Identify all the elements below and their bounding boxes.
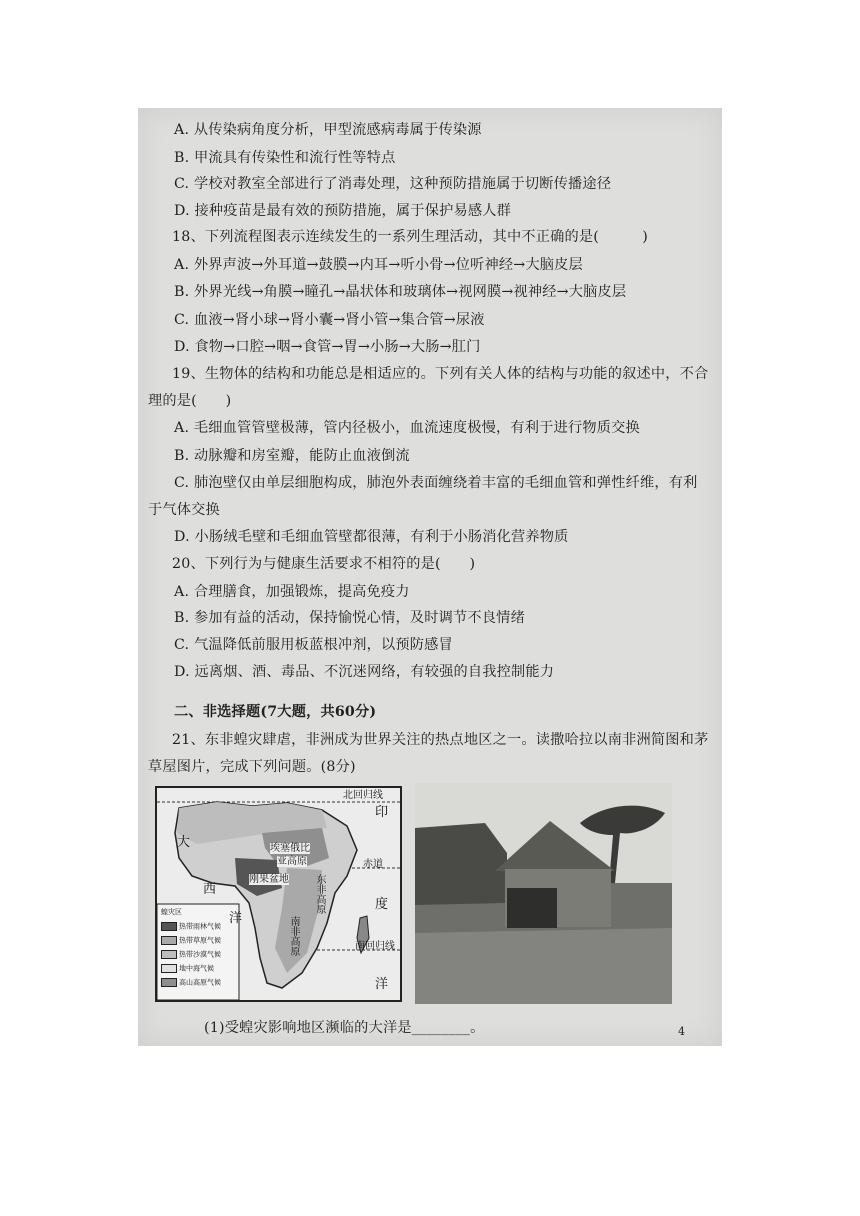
q20-option-d: D. 远离烟、酒、毒品、不沉迷网络，有较强的自我控制能力 (174, 664, 555, 680)
q17-option-a: A. 从传染病角度分析，甲型流感病毒属于传染源 (174, 122, 482, 138)
q18-option-b: B. 外界光线→角膜→瞳孔→晶状体和玻璃体→视网膜→视神经→大脑皮层 (174, 284, 627, 300)
equator-label: 赤道 (363, 859, 383, 870)
atlantic-label-3: 洋 (229, 911, 243, 926)
section-heading: 二、非选择题(7大题，共60分) (174, 704, 377, 720)
scanned-exam-page (138, 108, 722, 1046)
page-number: 4 (678, 1025, 686, 1038)
question-21-part-1: (1)受蝗灾影响地区濒临的大洋是________。 (204, 1020, 485, 1036)
legend-item-highland: 高山高原气候 (161, 978, 221, 988)
thatched-hut-photo (415, 783, 672, 1004)
north-tropic-label: 北回归线 (343, 790, 383, 801)
atlantic-label-2: 西 (203, 882, 217, 897)
legend-item-desert: 热带沙漠气候 (161, 950, 221, 960)
q17-option-c: C. 学校对教室全部进行了消毒处理，这种预防措施属于切断传播途径 (174, 176, 612, 192)
question-21: 21、东非蝗灾肆虐，非洲成为世界关注的热点地区之一。读撒哈拉以南非洲简图和茅 (172, 732, 709, 748)
q19-option-b: B. 动脉瓣和房室瓣，能防止血液倒流 (174, 448, 410, 464)
q19-option-c-cont: 于气体交换 (148, 502, 220, 518)
south-tropic-label: 南回归线 (355, 941, 395, 952)
south-africa-plateau-label: 南非高原 (288, 916, 299, 956)
q19-option-a: A. 毛细血管管壁极薄，管内径极小，血流速度极慢，有利于进行物质交换 (174, 420, 640, 436)
q20-option-b: B. 参加有益的活动，保持愉悦心情，及时调节不良情绪 (174, 610, 525, 626)
congo-basin-label: 刚果盆地 (249, 874, 289, 885)
legend-item-savanna: 热带草原气候 (161, 936, 221, 946)
atlantic-label-1: 大 (177, 835, 191, 850)
legend-item-locust: 蝗灾区 (161, 908, 182, 916)
question-21-cont: 草屋图片，完成下列问题。(8分) (148, 759, 356, 775)
q20-option-a: A. 合理膳食，加强锻炼，提高免疫力 (174, 584, 410, 600)
indian-label-2: 度 (375, 897, 389, 912)
africa-map (155, 786, 402, 1002)
q19-option-c: C. 肺泡壁仅由单层细胞构成，肺泡外表面缠绕着丰富的毛细血管和弹性纤维，有利 (174, 475, 698, 491)
legend-item-mediterranean: 地中海气候 (161, 964, 214, 974)
question-19: 19、生物体的结构和功能总是相适应的。下列有关人体的结构与功能的叙述中，不合 (172, 366, 709, 382)
legend-item-rainforest: 热带雨林气候 (161, 922, 221, 932)
q18-option-a: A. 外界声波→外耳道→鼓膜→内耳→听小骨→位听神经→大脑皮层 (174, 257, 583, 273)
east-africa-plateau-label: 东非高原 (314, 874, 325, 914)
q18-option-d: D. 食物→口腔→咽→食管→胃→小肠→大肠→肛门 (174, 339, 481, 355)
indian-label-1: 印 (375, 805, 389, 820)
q19-option-d: D. 小肠绒毛壁和毛细血管壁都很薄，有利于小肠消化营养物质 (174, 529, 569, 545)
question-20: 20、下列行为与健康生活要求不相符的是( ) (172, 556, 476, 572)
q17-option-b: B. 甲流具有传染性和流行性等特点 (174, 150, 396, 166)
ethiopia-label: 埃塞俄比 (270, 843, 310, 854)
q18-option-c: C. 血液→肾小球→肾小囊→肾小管→集合管→尿液 (174, 312, 485, 328)
question-18: 18、下列流程图表示连续发生的一系列生理活动，其中不正确的是( ) (172, 229, 648, 245)
q20-option-c: C. 气温降低前服用板蓝根冲剂，以预防感冒 (174, 637, 453, 653)
indian-label-3: 洋 (375, 977, 389, 992)
q17-option-d: D. 接种疫苗是最有效的预防措施，属于保护易感人群 (174, 203, 512, 219)
question-19-cont: 理的是( ) (148, 393, 232, 409)
ethiopia-label-2: 亚高原 (277, 856, 307, 867)
